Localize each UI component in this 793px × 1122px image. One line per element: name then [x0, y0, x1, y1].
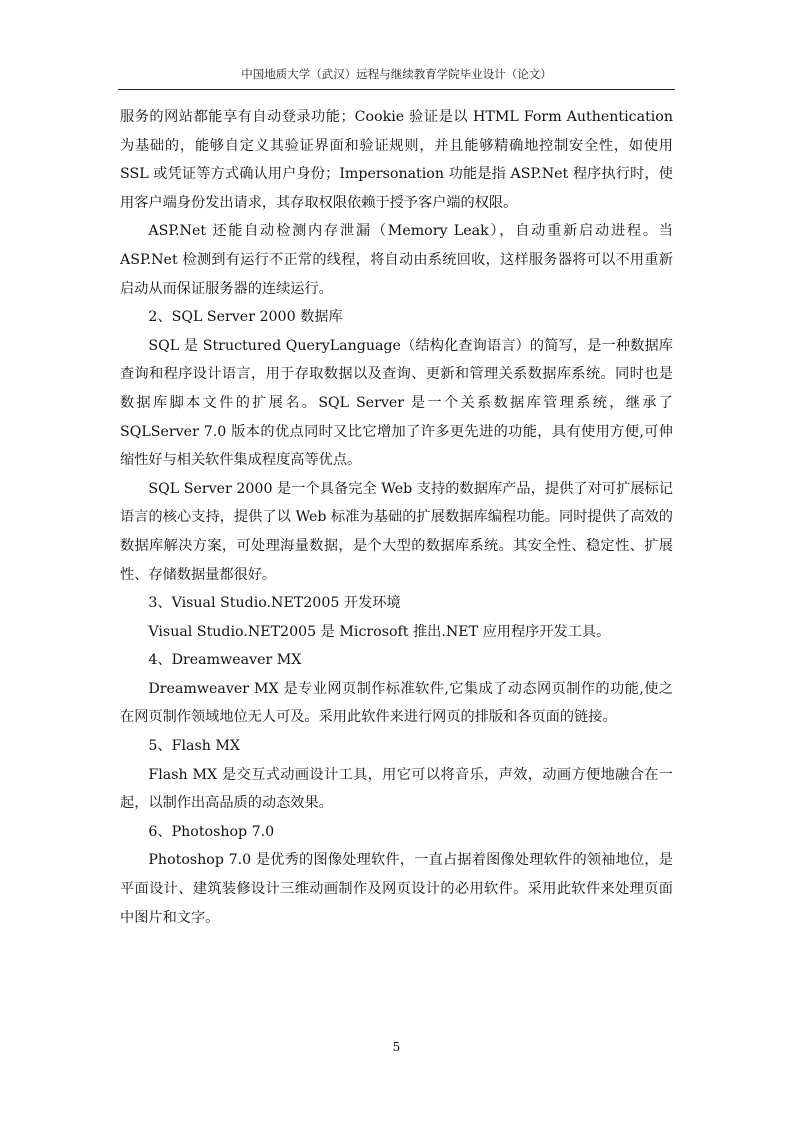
page-number: 5: [392, 1040, 401, 1054]
paragraph-visual-studio: Visual Studio.NET2005 是 Microsoft 推出.NET 应用程序开发工具。: [148, 623, 611, 640]
paragraph-flash: Flash MX 是交互式动画设计工具，用它可以将音乐，声效，动画方便地融合在一起，以制作出高品质的动态效果。: [120, 766, 673, 812]
heading-visual-studio: 3、Visual Studio.NET2005 开发环境: [148, 595, 401, 612]
heading-photoshop: 6、Photoshop 7.0: [148, 823, 275, 840]
header-divider: [118, 89, 675, 90]
document-body: [120, 103, 673, 932]
heading-sql-server: 2、SQL Server 2000 数据库: [148, 309, 343, 326]
page-header: 中国地质大学（武汉）远程与继续教育学院毕业设计（论文）: [241, 67, 552, 81]
heading-flash: 5、Flash MX: [148, 738, 240, 755]
heading-dreamweaver: 4、Dreamweaver MX: [148, 652, 302, 669]
paragraph-sql-server-2000: SQL Server 2000 是一个具备完全 Web 支持的数据库产品，提供了对可扩展标记语言的核心支持，提供了以 Web 标准为基础的扩展数据库编程功能。同时提供了高效的数据库解决方案，可处理海量数据，是个大型的数据库系统。其安全性、稳定性、扩展性、存储数据量都很好。: [120, 480, 673, 583]
paragraph-memory-leak: ASP.Net 还能自动检测内存泄漏（Memory Leak），自动重新启动进程。当 ASP.Net 检测到有运行不正常的线程，将自动由系统回收，这样服务器将可以不用重新启动从而保证服务器的连续运行。: [120, 223, 673, 297]
paragraph-authentication: 服务的网站都能享有自动登录功能；Cookie 验证是以 HTML Form Authentication 为基础的，能够自定义其验证界面和验证规则，并且能够精确地控制安全性，如使用 SSL 或凭证等方式确认用户身份；Impersonation 功能是指 ASP.Net 程序执行时，使用客户端身份发出请求，其存取权限依赖于授予客户端的权限。: [120, 109, 673, 211]
paragraph-dreamweaver: Dreamweaver MX 是专业网页制作标准软件,它集成了动态网页制作的功能,使之在网页制作领域地位无人可及。采用此软件来进行网页的排版和各页面的链接。: [120, 680, 673, 726]
paragraph-photoshop: Photoshop 7.0 是优秀的图像处理软件，一直占据着图像处理软件的领袖地位，是平面设计、建筑装修设计三维动画制作及网页设计的必用软件。采用此软件来处理页面中图片和文字。: [120, 852, 673, 926]
paragraph-sql-definition: SQL 是 Structured QueryLanguage（结构化查询语言）的简写，是一种数据库查询和程序设计语言，用于存取数据以及查询、更新和管理关系数据库系统。同时也是数据库脚本文件的扩展名。SQL Server 是一个关系数据库管理系统，继承了 SQLServer 7.0 版本的优点同时又比它增加了许多更先进的功能，具有使用方便,可伸缩性好与相关软件集成程度高等优点。: [120, 337, 673, 469]
